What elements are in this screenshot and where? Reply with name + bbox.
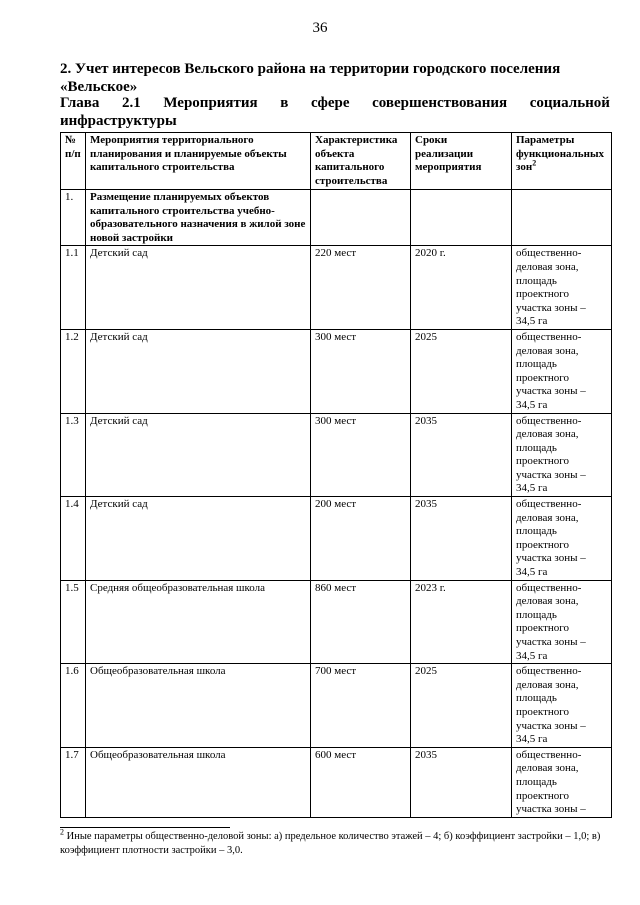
zone-param-line: участка зоны –: [516, 385, 586, 398]
chapter-heading-word: в: [280, 95, 289, 111]
row-object-name: Средняя общеобразовательная школа: [86, 580, 311, 664]
table-row: [61, 747, 612, 817]
row-number: 1.7: [61, 747, 86, 817]
header-characteristic: Характеристика объекта капитального строительства: [311, 133, 411, 190]
table-row: [61, 497, 612, 581]
row-object-name: Общеобразовательная школа: [86, 664, 311, 748]
zone-param-line: площадь: [516, 274, 557, 287]
zone-param-line: площадь: [516, 775, 557, 788]
activities-table: [60, 132, 612, 818]
zone-param-line: деловая зона,: [516, 595, 579, 608]
table-row: [61, 413, 612, 497]
group-number: 1.: [61, 190, 86, 246]
zone-param-line: проектного: [516, 705, 570, 718]
row-capacity: 300 мест: [311, 329, 411, 413]
chapter-heading-line-2: инфраструктуры: [60, 113, 177, 129]
row-term: 2035: [411, 497, 512, 581]
row-object-name: Общеобразовательная школа: [86, 747, 311, 817]
row-zone-params: [512, 747, 612, 817]
row-zone-params: [512, 664, 612, 748]
zone-param-line: деловая зона,: [516, 344, 579, 357]
header-params-label: Параметры функциональных зон: [516, 134, 605, 174]
zone-param-line: проектного: [516, 288, 570, 301]
table-header-row: [61, 133, 612, 190]
row-term: 2025: [411, 329, 512, 413]
chapter-heading-word: Глава: [60, 95, 100, 111]
zone-param-line: площадь: [516, 692, 557, 705]
zone-param-line: площадь: [516, 358, 557, 371]
row-number: 1.5: [61, 580, 86, 664]
zone-param-line: 34,5 га: [516, 566, 548, 579]
footnote-marker: 2: [60, 827, 64, 837]
row-capacity: 220 мест: [311, 246, 411, 330]
zone-param-line: 34,5 га: [516, 398, 548, 411]
row-term: 2035: [411, 747, 512, 817]
row-object-name: Детский сад: [86, 497, 311, 581]
zone-param-line: площадь: [516, 608, 557, 621]
zone-param-line: 34,5 га: [516, 649, 548, 662]
table-row: [61, 329, 612, 413]
footnote-ref: 2: [532, 158, 537, 168]
section-heading-line-2: «Вельское»: [60, 79, 138, 95]
zone-param-line: проектного: [516, 538, 570, 551]
zone-param-line: площадь: [516, 441, 557, 454]
zone-param-line: проектного: [516, 622, 570, 635]
table-row: [61, 246, 612, 330]
row-term: 2025: [411, 664, 512, 748]
row-term: 2035: [411, 413, 512, 497]
zone-param-line: проектного: [516, 789, 570, 802]
row-number: 1.4: [61, 497, 86, 581]
zone-param-line: общественно-: [516, 498, 582, 511]
row-object-name: Детский сад: [86, 246, 311, 330]
table-row: [61, 664, 612, 748]
chapter-heading-word: совершенствования: [372, 95, 508, 111]
page-number: 36: [312, 20, 328, 36]
zone-param-line: общественно-: [516, 330, 582, 343]
zone-param-line: площадь: [516, 525, 557, 538]
row-zone-params: [512, 329, 612, 413]
zone-param-line: 34,5 га: [516, 482, 548, 495]
chapter-heading: [60, 94, 610, 130]
zone-param-line: проектного: [516, 371, 570, 384]
row-term: 2020 г.: [411, 246, 512, 330]
row-capacity: 600 мест: [311, 747, 411, 817]
zone-param-line: участка зоны –: [516, 301, 586, 314]
row-number: 1.2: [61, 329, 86, 413]
group-empty-cell: [512, 190, 612, 246]
chapter-heading-word: 2.1: [121, 95, 141, 111]
chapter-heading-word: социальной: [529, 95, 610, 111]
header-activity: Мероприятия территориального планирования и планируемые объекты капитального строительства: [86, 133, 311, 190]
zone-param-line: участка зоны –: [516, 636, 586, 648]
zone-param-line: 34,5 га: [516, 733, 548, 746]
zone-param-line: участка зоны –: [516, 803, 586, 816]
row-capacity: 700 мест: [311, 664, 411, 748]
row-zone-params: [512, 413, 612, 497]
row-number: 1.3: [61, 413, 86, 497]
section-heading-line-1: 2. Учет интересов Вельского района на территории городского поселения: [60, 61, 561, 77]
header-number: № п/п: [61, 133, 86, 190]
group-activity: Размещение планируемых объектов капитального строительства учебно-образовательного назначения в жилой зоне новой застройки: [86, 190, 311, 246]
row-number: 1.6: [61, 664, 86, 748]
zone-param-line: участка зоны –: [516, 468, 586, 481]
chapter-heading-line-1: [60, 94, 610, 112]
row-zone-params: [512, 246, 612, 330]
row-zone-params: [512, 580, 612, 664]
zone-param-line: деловая зона,: [516, 428, 579, 441]
row-term: 2023 г.: [411, 580, 512, 664]
footnote-text: Иные параметры общественно-деловой зоны: а) предельное количество этажей – 4; б) коэффициент застройки – 1,0; в) коэффициент плотности застройки – 3,0.: [60, 831, 601, 856]
header-params: [512, 133, 612, 190]
row-capacity: 860 мест: [311, 580, 411, 664]
section-heading: [60, 60, 610, 96]
row-zone-params: [512, 497, 612, 581]
zone-param-line: деловая зона,: [516, 678, 579, 691]
group-empty-cell: [311, 190, 411, 246]
zone-param-line: общественно-: [516, 665, 582, 678]
row-capacity: 200 мест: [311, 497, 411, 581]
zone-param-line: 34,5 га: [516, 315, 548, 328]
zone-param-line: общественно-: [516, 748, 582, 761]
chapter-heading-word: сфере: [311, 95, 350, 111]
header-terms: Сроки реализации мероприятия: [411, 133, 512, 190]
group-empty-cell: [411, 190, 512, 246]
zone-param-line: участка зоны –: [516, 719, 586, 732]
row-object-name: Детский сад: [86, 413, 311, 497]
zone-param-line: общественно-: [516, 247, 582, 260]
group-row: [61, 190, 612, 246]
zone-param-line: проектного: [516, 455, 570, 468]
footnote: [60, 827, 612, 858]
footnote-divider: [60, 827, 230, 828]
chapter-heading-word: Мероприятия: [163, 95, 258, 111]
zone-param-line: общественно-: [516, 414, 582, 427]
zone-param-line: участка зоны –: [516, 552, 586, 565]
row-object-name: Детский сад: [86, 329, 311, 413]
zone-param-line: деловая зона,: [516, 762, 579, 775]
zone-param-line: общественно-: [516, 581, 582, 594]
table-row: [61, 580, 612, 664]
zone-param-line: деловая зона,: [516, 260, 579, 273]
row-capacity: 300 мест: [311, 413, 411, 497]
zone-param-line: деловая зона,: [516, 511, 579, 524]
row-number: 1.1: [61, 246, 86, 330]
